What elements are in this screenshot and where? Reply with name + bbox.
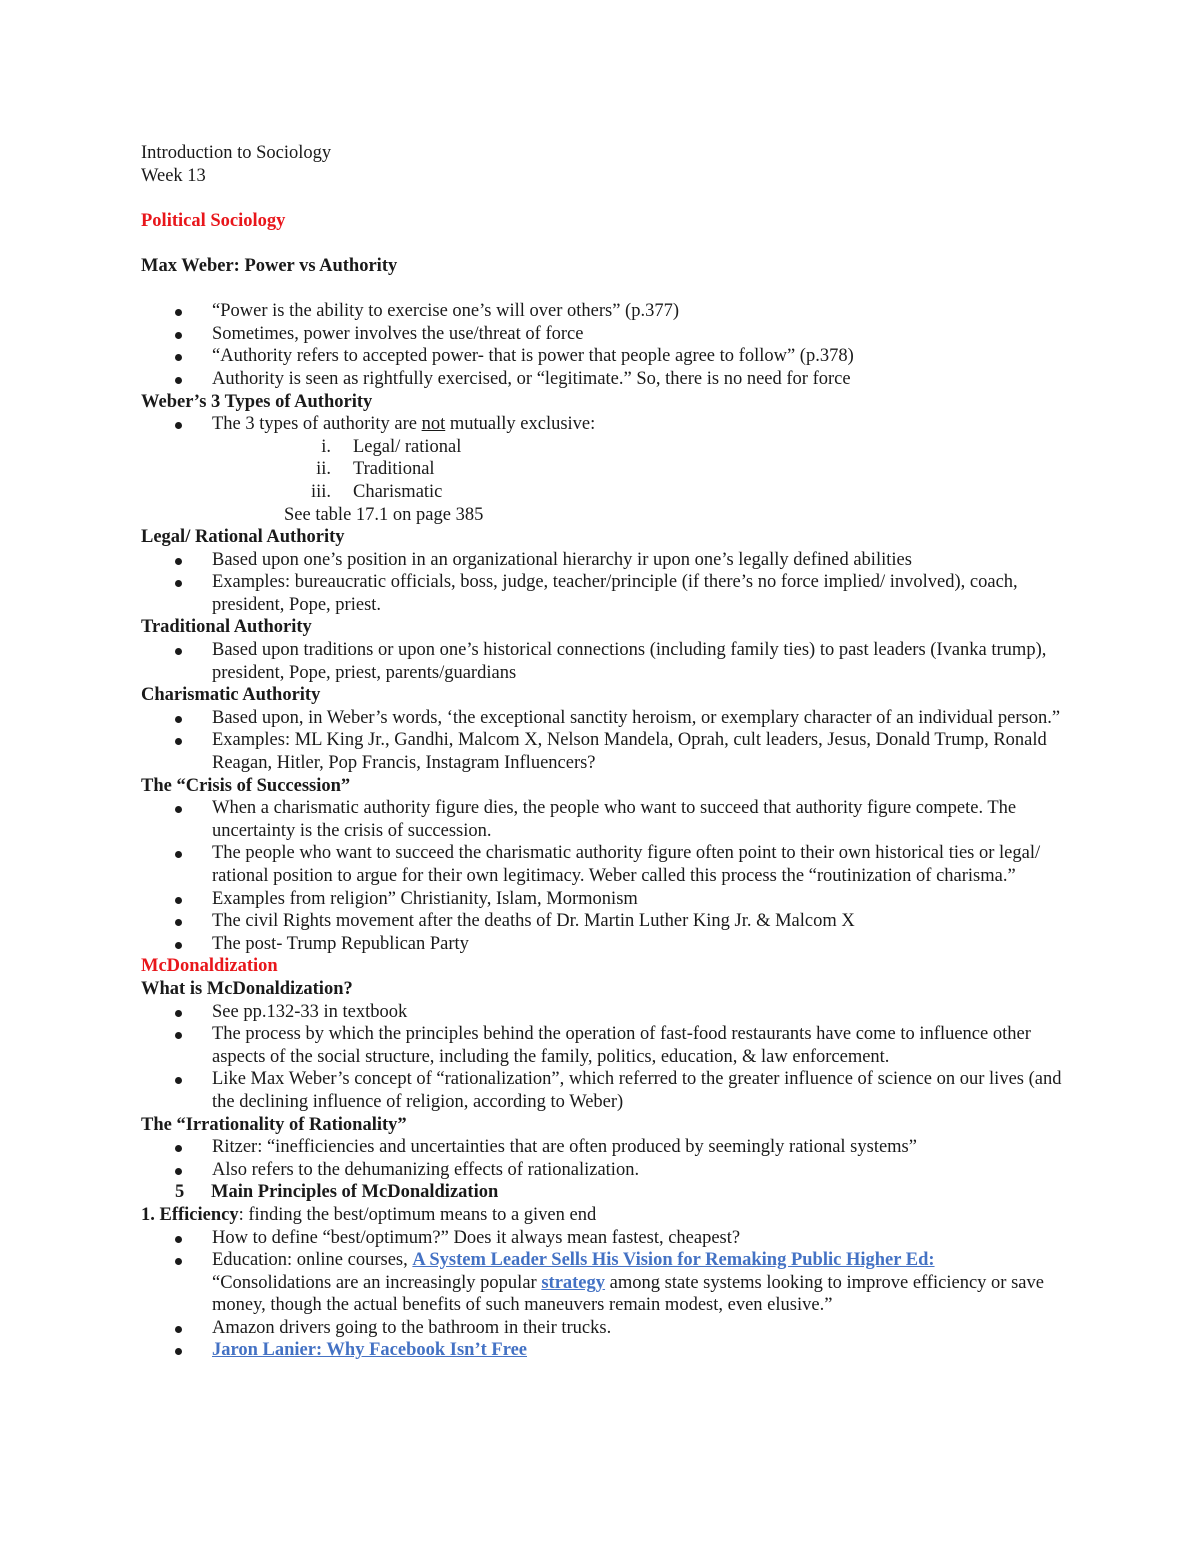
roman-numeral: iii. bbox=[310, 481, 331, 502]
heading-traditional: Traditional Authority bbox=[141, 617, 312, 638]
text-fragment: among state systems looking to improve efficiency or save money, though the actual benefits of such maneuvers remain modest, even elusive.” bbox=[212, 1272, 1044, 1316]
list-item: Also refers to the dehumanizing effects of rationalization. bbox=[141, 1159, 1071, 1182]
roman-list-item bbox=[141, 436, 1071, 459]
list-item: Ritzer: “inefficiencies and uncertainties that are often produced by seemingly rational systems” bbox=[141, 1136, 1071, 1159]
list-item bbox=[141, 413, 1071, 436]
week-label: Week 13 bbox=[141, 165, 206, 186]
roman-list-types bbox=[141, 436, 1071, 504]
link-system-leader-article[interactable]: A System Leader Sells His Vision for Remaking Public Higher Ed: bbox=[412, 1250, 935, 1271]
list-item: Sometimes, power involves the use/threat of force bbox=[141, 323, 1071, 346]
section-title-mcdonaldization: McDonaldization bbox=[141, 956, 278, 977]
text-fragment: The 3 types of authority are bbox=[212, 414, 422, 435]
heading-power-vs-authority: Max Weber: Power vs Authority bbox=[141, 255, 398, 276]
efficiency-label: 1. Efficiency bbox=[141, 1204, 239, 1225]
list-item: Based upon one’s position in an organizational hierarchy ir upon one’s legally defined abilities bbox=[141, 549, 1071, 572]
list-item: The post- Trump Republican Party bbox=[141, 933, 1071, 956]
roman-item-text: Legal/ rational bbox=[353, 436, 462, 457]
heading-main-principles bbox=[141, 1181, 1071, 1204]
list-efficiency bbox=[141, 1227, 1071, 1363]
heading-irrationality: The “Irrationality of Rationality” bbox=[141, 1114, 407, 1135]
text-fragment: mutually exclusive: bbox=[445, 414, 596, 435]
heading-types-of-authority: Weber’s 3 Types of Authority bbox=[141, 391, 373, 412]
list-item: The civil Rights movement after the deaths of Dr. Martin Luther King Jr. & Malcom X bbox=[141, 910, 1071, 933]
list-traditional bbox=[141, 639, 1071, 684]
list-item: Based upon, in Weber’s words, ‘the exceptional sanctity heroism, or exemplary character of an individual person.” bbox=[141, 707, 1071, 730]
heading-what-is-mcdonaldization: What is McDonaldization? bbox=[141, 978, 353, 999]
document-body bbox=[141, 142, 1071, 1362]
roman-list-item bbox=[141, 481, 1071, 504]
list-item: Examples from religion” Christianity, Islam, Mormonism bbox=[141, 888, 1071, 911]
list-item: “Authority refers to accepted power- that is power that people agree to follow” (p.378) bbox=[141, 345, 1071, 368]
heading-legal-rational: Legal/ Rational Authority bbox=[141, 527, 345, 548]
list-item: “Power is the ability to exercise one’s will over others” (p.377) bbox=[141, 300, 1071, 323]
list-power-authority bbox=[141, 300, 1071, 390]
link-strategy[interactable]: strategy bbox=[541, 1272, 606, 1293]
list-item: Examples: bureaucratic officials, boss, judge, teacher/principle (if there’s no force implied/ involved), coach, president, Pope, priest. bbox=[141, 571, 1071, 616]
roman-item-text: Traditional bbox=[353, 459, 435, 480]
course-title: Introduction to Sociology bbox=[141, 143, 332, 163]
roman-item-text: Charismatic bbox=[353, 481, 443, 502]
list-charismatic bbox=[141, 707, 1071, 775]
heading-charismatic: Charismatic Authority bbox=[141, 685, 321, 706]
list-item: Amazon drivers going to the bathroom in their trucks. bbox=[141, 1317, 1071, 1340]
list-what-is bbox=[141, 1001, 1071, 1114]
roman-list-item bbox=[141, 458, 1071, 481]
section-title-political-sociology: Political Sociology bbox=[141, 210, 286, 231]
list-item: The people who want to succeed the charismatic authority figure often point to their own historical ties or legal/ rational position to argue for their own legitimacy. Weber called this process the “routinization of charisma.” bbox=[141, 842, 1071, 887]
see-table-note: See table 17.1 on page 385 bbox=[284, 504, 484, 525]
list-item: When a charismatic authority figure dies, the people who want to succeed that authority figure compete. The uncertainty is the crisis of succession. bbox=[141, 797, 1071, 842]
list-item: See pp.132-33 in textbook bbox=[141, 1001, 1071, 1024]
principles-heading-text: Main Principles of McDonaldization bbox=[211, 1182, 499, 1203]
list-irrationality bbox=[141, 1136, 1071, 1181]
link-jaron-lanier-facebook[interactable]: Jaron Lanier: Why Facebook Isn’t Free bbox=[212, 1340, 528, 1361]
roman-numeral: ii. bbox=[316, 459, 331, 480]
list-item: Like Max Weber’s concept of “rationalization”, which referred to the greater influence of science on our lives (and the declining influence of religion, according to Weber) bbox=[141, 1068, 1071, 1113]
heading-crisis-of-succession: The “Crisis of Succession” bbox=[141, 775, 351, 796]
principles-number: 5 bbox=[175, 1182, 185, 1203]
efficiency-text: : finding the best/optimum means to a given end bbox=[238, 1204, 597, 1225]
list-crisis bbox=[141, 797, 1071, 955]
efficiency-line bbox=[141, 1204, 1071, 1227]
text-fragment: Education: online courses, bbox=[212, 1250, 413, 1271]
list-item: Authority is seen as rightfully exercised, or “legitimate.” So, there is no need for force bbox=[141, 368, 1071, 391]
list-item: How to define “best/optimum?” Does it always mean fastest, cheapest? bbox=[141, 1227, 1071, 1250]
list-item: Based upon traditions or upon one’s historical connections (including family ties) to past leaders (Ivanka trump), president, Pope, priest, parents/guardians bbox=[141, 639, 1071, 684]
underlined-text: not bbox=[421, 414, 446, 435]
list-item bbox=[141, 1249, 1071, 1317]
roman-numeral: i. bbox=[321, 436, 331, 457]
text-fragment: “Consolidations are an increasingly popular bbox=[212, 1272, 542, 1293]
list-legal bbox=[141, 549, 1071, 617]
list-item: The process by which the principles behind the operation of fast-food restaurants have come to influence other aspects of the social structure, including the family, politics, education, & law enforcement. bbox=[141, 1023, 1071, 1068]
list-types bbox=[141, 413, 1071, 436]
list-item: Examples: ML King Jr., Gandhi, Malcom X, Nelson Mandela, Oprah, cult leaders, Jesus, Donald Trump, Ronald Reagan, Hitler, Pop Francis, Instagram Influencers? bbox=[141, 729, 1071, 774]
list-item bbox=[141, 1339, 1071, 1362]
